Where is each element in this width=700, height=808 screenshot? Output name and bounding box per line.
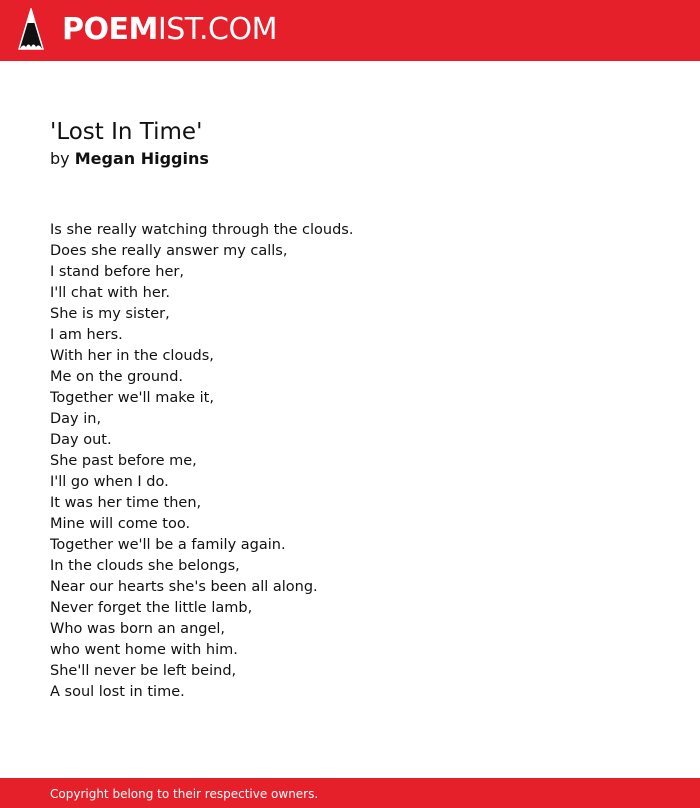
- site-footer: [0, 778, 700, 808]
- poem-line: She past before me,: [50, 453, 197, 469]
- pencil-tip-icon: [18, 8, 44, 52]
- footer-copyright: Copyright belong to their respective owners.: [50, 787, 319, 801]
- poem-title: 'Lost In Time': [50, 119, 203, 145]
- poem-content: [50, 116, 650, 703]
- poem-line: Mine will come too.: [50, 516, 191, 532]
- poem-line: who went home with him.: [50, 642, 238, 658]
- poem-line: Who was born an angel,: [50, 621, 226, 637]
- poem-line: Together we'll be a family again.: [50, 537, 286, 553]
- poem-line: Never forget the little lamb,: [50, 600, 253, 616]
- poem-line: Day in,: [50, 411, 102, 427]
- site-logo[interactable]: [18, 8, 277, 52]
- poem-line: It was her time then,: [50, 495, 202, 511]
- poem-line: Day out.: [50, 432, 112, 448]
- logo-wordmark: [62, 8, 277, 52]
- poem-line: In the clouds she belongs,: [50, 558, 240, 574]
- poem-line: Does she really answer my calls,: [50, 243, 288, 259]
- poem-author: Megan Higgins: [74, 149, 209, 168]
- poem-line: I'll go when I do.: [50, 474, 169, 490]
- poem-line: I'll chat with her.: [50, 285, 170, 301]
- poem-line: With her in the clouds,: [50, 348, 214, 364]
- poem-line: Near our hearts she's been all along.: [50, 579, 318, 595]
- poem-line: I am hers.: [50, 327, 123, 343]
- poem-byline: [50, 148, 650, 170]
- poem-line: Together we'll make it,: [50, 390, 214, 406]
- site-header: [0, 0, 700, 61]
- poem-line: Is she really watching through the clouds.: [50, 222, 354, 238]
- byline-prefix: by: [50, 149, 70, 168]
- logo-wordmark-bold: POEM: [62, 12, 158, 47]
- poem-line: I stand before her,: [50, 264, 184, 280]
- poem-line: She is my sister,: [50, 306, 170, 322]
- poem-line: A soul lost in time.: [50, 684, 185, 700]
- poem-line: She'll never be left beind,: [50, 663, 237, 679]
- poem-line: Me on the ground.: [50, 369, 184, 385]
- logo-wordmark-light: IST.COM: [157, 12, 277, 47]
- poem-body: [50, 220, 650, 703]
